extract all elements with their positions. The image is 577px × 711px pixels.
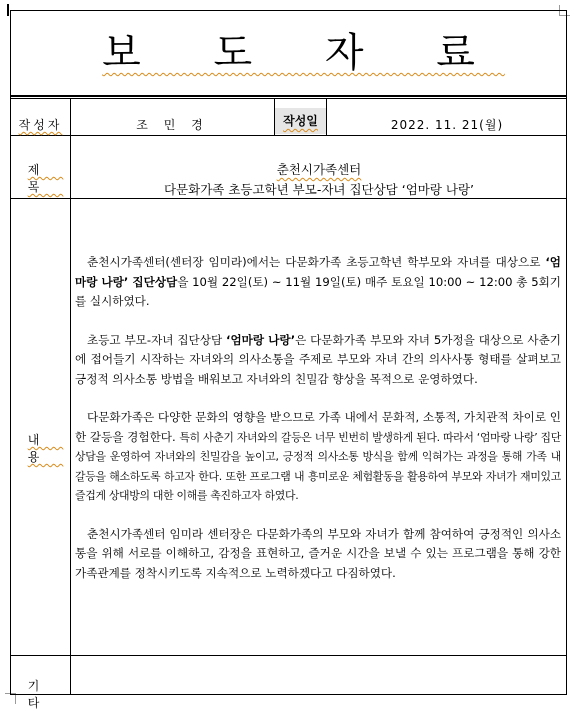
content-paragraph: 춘천시가족센터 임미라 센터장은 다문화가족의 부모와 자녀가 함께 참여하여 긍정적인 의사소통을 위해 서로를 이해하고, 감정을 표현하고, 즐거운 시간을 보낼 수 있는 프로그램을 통해 강한 가족관계를 정착시키도록 지속적으로 노력하겠다고 다짐하였다. xyxy=(75,526,561,580)
etc-label: 기 타 xyxy=(27,679,64,710)
content-paragraph xyxy=(75,331,561,390)
paragraph-text: 은 다문화가족 부모와 자녀 5가정을 대상으로 사춘기에 접어들기 시작하는 자녀와의 의사소통을 주제로 부모와 자녀 간의 의사사통 형태를 살펴보고 긍정적 의사소통 방법을 배워보고 자녀와의 친밀감 향상을 목적으로 운영하였다. xyxy=(75,332,561,386)
content-paragraph xyxy=(75,253,561,312)
press-release-document xyxy=(10,10,567,710)
paragraph-text: 초등고 부모-자녀 집단상담 xyxy=(87,332,227,347)
content-label-text: 내 용 xyxy=(27,433,64,464)
title-divider xyxy=(11,95,566,97)
row-divider xyxy=(11,135,566,136)
writer-label xyxy=(11,116,70,133)
document-title xyxy=(11,29,566,77)
title-divider-inner xyxy=(11,98,566,99)
paragraph-text: 특히 사춘기 자녀와의 갈등은 너무 빈번히 발생하게 된다. 따라서 ‘엄마랑 나랑’ 집단상담을 운영하여 자녀와의 친밀감을 높이고, 긍정적 의사소통 방식을 함께 익혀가는 과정을 통해 가족 내 갈등을 해소하도록 하고자 한다. 또한 프로그램 내 흥미로운 체험활동을 활용하여 부모와 자녀가 재미있고 즐겁게 상대방의 대한 이해를 촉진하고자 하였다. xyxy=(75,430,562,502)
subject-label-text: 제 목 xyxy=(27,163,64,194)
content-body[interactable] xyxy=(75,253,561,602)
paragraph-text: 다문화가족은 다양한 문화의 영향을 받으므로 가족 내에서 문화적, 소통적, 가치관적 차이로 인한 갈등을 경험한다. xyxy=(75,410,561,444)
subject-cell[interactable] xyxy=(71,160,567,200)
paragraph-text: 을 10월 22일(토) ~ 11월 19일(토) 매주 토요일 10:00 ~ 12:00 총 5회기를 실시하였다. xyxy=(75,274,561,308)
content-label xyxy=(11,431,70,465)
subject-label xyxy=(11,161,70,195)
document-title-text: 보 도 자 료 xyxy=(102,30,505,76)
paragraph-bold-text: ‘엄마랑 나랑’ 집단상담 xyxy=(75,255,561,289)
date-label xyxy=(275,108,326,134)
content-paragraph xyxy=(75,408,561,506)
text-cursor xyxy=(7,4,9,16)
date-label-text: 작성일 xyxy=(283,114,318,128)
writer-label-text: 작성자 xyxy=(18,118,63,132)
writer-name[interactable]: 조 민 경 xyxy=(136,118,209,132)
paragraph-text: 춘천시가족센터(센터장 임미라)에서는 다문화가족 초등고학년 학부모와 자녀를 대상으로 xyxy=(87,255,546,269)
subject-line-2: 다문화가족 초등고학년 부모-자녀 집단상담 ‘엄마랑 나랑’ xyxy=(163,182,475,197)
paragraph-bold-text: ‘엄마랑 나랑’ xyxy=(226,332,296,347)
row-divider xyxy=(11,655,566,656)
date-value[interactable]: 2022. 11. 21(월) xyxy=(390,118,504,132)
subject-line-1: 춘천시가족센터 xyxy=(276,162,362,177)
